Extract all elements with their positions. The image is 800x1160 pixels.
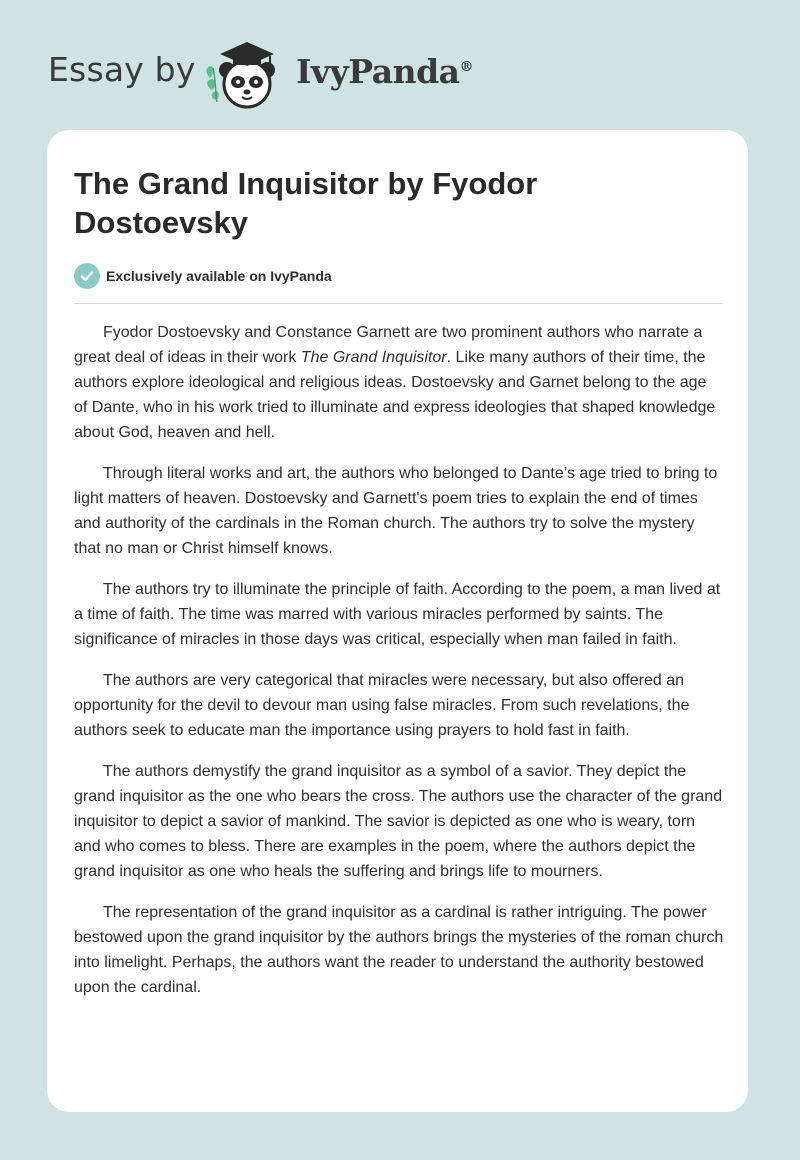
page-title: The Grand Inquisitor by Fyodor Dostoevsky: [74, 166, 538, 240]
site-header: [0, 0, 800, 130]
essay-by-label: Essay by: [48, 50, 196, 89]
paragraph: Fyodor Dostoevsky and Constance Garnett are two prominent authors who narrate a great deal of ideas in their work The Grand Inquisitor. Like many authors of their time, the authors explore ideological and religious ideas. Dostoevsky and Garnet belong to the age of Dante, who in his work tried to illuminate and express ideologies that shaped knowledge about God, heaven and hell.: [74, 324, 716, 441]
paragraph: The authors try to illuminate the principle of faith. According to the poem, a man lived at a time of faith. The time was marred with various miracles performed by saints. The significance of miracles in those days was critical, especially when man failed in faith.: [74, 581, 721, 648]
paragraph: Through literal works and art, the authors who belonged to Dante’s age tried to bring to light matters of heaven. Dostoevsky and Garnett's poem tries to explain the end of times and authority of the cardinals in the Roman church. The authors try to solve the mystery that no man or Christ himself knows.: [74, 465, 718, 557]
paragraph: The authors are very categorical that miracles were necessary, but also offered an opportunity for the devil to devour man using false miracles. From such revelations, the authors seek to educate man the importance using prayers to hold fast in faith.: [74, 672, 690, 739]
essay-body: [74, 320, 724, 1016]
work-title: The Grand Inquisitor: [300, 349, 447, 366]
paragraph: The authors demystify the grand inquisitor as a symbol of a savior. They depict the grand inquisitor as the one who bears the cross. The authors use the character of the grand inquisitor to depict a savior of mankind. The savior is depicted as one who is weary, torn and who comes to bless. There are examples in the poem, where the authors depict the grand inquisitor as one who heals the suffering and brings life to mourners.: [74, 763, 723, 880]
checkmark-icon: [74, 263, 100, 289]
registered-mark: ®: [459, 59, 474, 75]
divider: [74, 303, 723, 304]
essay-card: [47, 130, 748, 1112]
exclusive-badge: [74, 263, 332, 289]
paragraph: The representation of the grand inquisitor as a cardinal is rather intriguing. The power bestowed upon the grand inquisitor by the authors brings the mysteries of the roman church into limelight. Perhaps, the authors want the reader to understand the authority bestowed upon the cardinal.: [74, 904, 724, 996]
badge-label: Exclusively available on IvyPanda: [106, 268, 332, 284]
panda-logo-icon[interactable]: [200, 32, 292, 112]
brand-name[interactable]: IvyPanda®: [296, 52, 474, 91]
